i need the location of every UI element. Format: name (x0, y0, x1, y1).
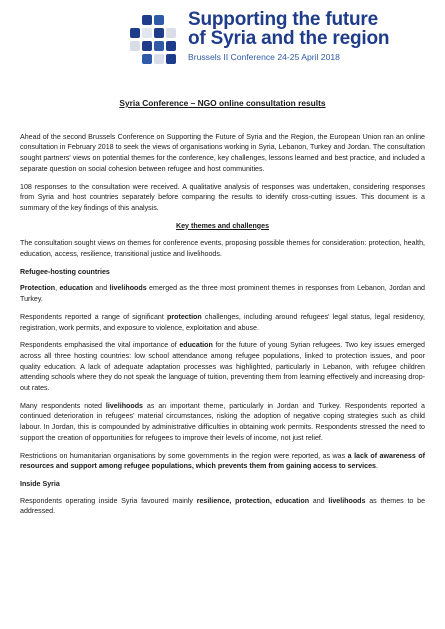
bold-term: livelihoods (105, 401, 143, 410)
refugee-paragraph-5 (20, 451, 425, 472)
bold-term: protection (167, 312, 202, 321)
conference-title (188, 10, 438, 48)
refugee-paragraph-1 (20, 283, 425, 304)
text-run: Respondents emphasised the vital importance of (20, 341, 180, 350)
text-run: for the future of young Syrian refugees. Two key issues emerged across all three hosting countries: low school attendance among refugee populations, linked to protection issues, and poor quality education. A lack of adequate adaptation processes was highlighted, particularly in Lebanon, with refugee children attending schools where they do not speak the language of tuition, preventing them from learning effectively and increasing drop-out rates. (20, 341, 425, 393)
bold-term: a lack of awareness of resources and support among refugee populations, which prevents them from gaining access to services (20, 451, 425, 471)
bold-term: education (179, 341, 213, 350)
text-run: challenges, including around refugees' legal status, legal residency, registration, work permits, and exposure to violence, exploitation and abuse. (20, 312, 425, 332)
document-title: Syria Conference – NGO online consultation results (119, 98, 326, 108)
text-run: Respondents operating inside Syria favoured mainly (20, 496, 197, 505)
text-run: as themes to be addressed. (20, 496, 426, 516)
bold-term: livelihoods (328, 496, 366, 505)
text-run: emerged as the three most prominent themes in responses from Lebanon, Jordan and Turkey. (20, 284, 425, 304)
conference-header (128, 10, 438, 68)
intro-paragraph-2: 108 responses to the consultation were received. A qualitative analysis of responses was undertaken, considering responses from Syria and host countries separately before comparing the results to identify cross-cutting issues. This document is a summary of the key findings of this analysis. (20, 182, 425, 212)
subheading-refugee-hosting: Refugee-hosting countries (20, 267, 110, 276)
text-run: as an important theme, particularly in Jordan and Turkey. Respondents reported a continued deterioration in refugees' material circumstances, risking the adoption of negative coping strategies such as child labour. In Jordan, this is compounded by administrative difficulties in obtaining work permits. Respondents stressed the need to support the creation of opportunities for refugees to improve their levels of income, not just relief. (20, 401, 425, 442)
text-run: and (92, 284, 110, 293)
bold-term: resilience, protection, education (196, 496, 310, 505)
syria-paragraph-1 (20, 496, 425, 517)
subheading-inside-syria: Inside Syria (20, 479, 60, 488)
refugee-paragraph-3 (20, 340, 425, 394)
bold-term: livelihoods (109, 284, 147, 293)
text-run: Respondents reported a range of significant (20, 312, 168, 321)
section-heading-key-themes: Key themes and challenges (175, 221, 270, 230)
bold-term: Protection (20, 284, 56, 293)
conference-title-line2: of Syria and the region (188, 28, 390, 49)
intro-paragraph-1: Ahead of the second Brussels Conference on Supporting the Future of Syria and the Region, the European Union ran an online consultation in February 2018 to seek the views of organisations working in Syria, Lebanon, Turkey and Jordan. The consultation sought partners' views on potential themes for the conference, key challenges, lessons learned and best practice, and included a separate question on social cohesion between refugee and host communities. (20, 132, 425, 173)
bold-term: education (59, 284, 93, 293)
conference-logo-icon (128, 12, 184, 68)
text-run: Restrictions on humanitarian organisations by some governments in the region were reported, as was (20, 451, 348, 460)
text-run: . (375, 462, 378, 471)
refugee-paragraph-4 (20, 401, 425, 444)
text-run: and (309, 496, 329, 505)
conference-title-line1: Supporting the future (188, 9, 378, 30)
document-body (20, 98, 425, 524)
text-run: Many respondents noted (20, 401, 106, 410)
conference-subtitle: Brussels II Conference 24-25 April 2018 (188, 52, 340, 62)
refugee-paragraph-2 (20, 312, 425, 333)
text-run: , (55, 284, 60, 293)
themes-paragraph: The consultation sought views on themes for conference events, proposing possible themes for consideration: protection, health, education, access, resilience, transitional justice and livelihoods. (20, 239, 425, 259)
